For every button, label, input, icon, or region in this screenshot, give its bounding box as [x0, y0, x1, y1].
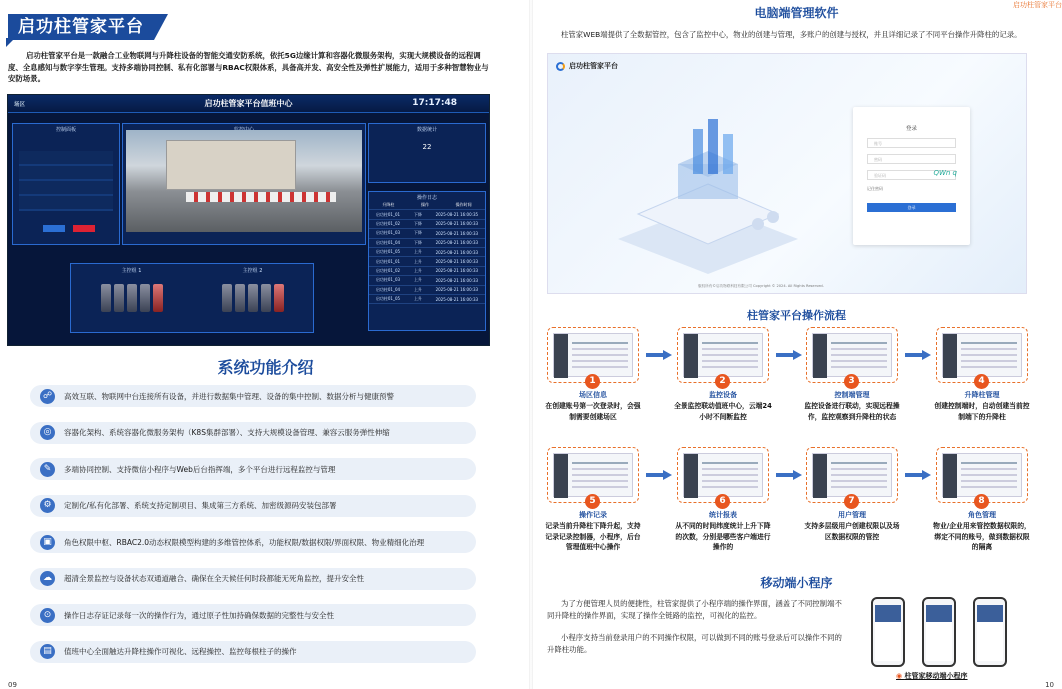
log-cell: 下降	[413, 239, 422, 245]
feature-icon: ▣	[40, 535, 55, 550]
feature-item	[30, 604, 476, 626]
pole-rows	[71, 284, 313, 316]
log-cell: 启功柱01_01	[375, 211, 401, 217]
pole-group-1	[99, 284, 164, 316]
log-row	[369, 295, 485, 304]
pole[interactable]	[127, 284, 137, 312]
feature-item	[30, 422, 476, 444]
intro-paragraph: 启功柱管家平台是一款融合工业物联网与升降柱设备的智能交通安防系统，依托5G边缘计算和容器化微服务架构，实现大规模设备的远程调度、全息感知与数字孪生管理。支持多端协同控制、私有化部署与RBAC权限体系，具备高并发、高安全性及弹性扩展能力，适用于多种智慧物业与安防场景。	[8, 51, 489, 83]
log-cell: 启功柱01_05	[375, 296, 401, 302]
log-cell: 上升	[413, 296, 422, 302]
right-page	[531, 0, 1062, 689]
captcha-field[interactable]	[867, 170, 956, 180]
mobile-caption	[896, 671, 968, 681]
log-cell: 启功柱01_03	[375, 277, 401, 283]
phone-mockup	[922, 597, 956, 667]
feature-icon: ⚙	[40, 498, 55, 513]
step-description: 监控设备进行联动，实现远程操作，监控观察到升降柱的状态	[804, 402, 900, 421]
log-cell: 2025-08-21 16:00:33	[435, 240, 479, 246]
feature-icon: ▤	[40, 644, 55, 659]
log-cell: 启功柱01_05	[375, 249, 401, 255]
flow-title: 柱管家平台操作流程	[747, 309, 846, 322]
log-cell: 2025-08-21 16:00:33	[435, 296, 479, 302]
captcha-image[interactable]: QWn q	[933, 169, 957, 177]
pole-group-labels	[71, 264, 313, 274]
feature-icon: ◎	[40, 425, 55, 440]
log-cell: 2025-08-21 16:00:35	[435, 212, 479, 218]
captcha-label: 验证码	[874, 173, 886, 178]
feature-item	[30, 458, 476, 480]
login-footer: 版权所有©启功物联科技有限公司 Copyright © 2024. All Rights Reserved.	[698, 284, 824, 288]
login-card	[853, 107, 970, 245]
feature-icon: ✎	[40, 462, 55, 477]
log-panel-header: 操作日志	[416, 195, 437, 201]
mobile-caption-text: 柱管家移动端小程序	[904, 672, 968, 680]
isometric-illustration	[608, 109, 808, 279]
log-cell: 上升	[413, 258, 422, 264]
login-brand	[556, 61, 618, 71]
log-col: 操作时间	[455, 202, 472, 208]
feature-item	[30, 531, 476, 553]
log-cell: 启功柱01_02	[375, 220, 401, 226]
log-cell: 上升	[413, 286, 422, 292]
pole-group-2	[220, 284, 285, 316]
pole[interactable]	[140, 284, 150, 312]
stats-total: 22	[422, 143, 432, 151]
login-brand-text: 启功柱管家平台	[569, 62, 618, 70]
log-col: 操作	[420, 202, 429, 208]
step-number: 4	[974, 374, 989, 389]
remember-checkbox[interactable]: 记住密码	[867, 186, 883, 191]
feature-text: 高效互联、物联网中台连接所有设备，并进行数据集中管理、设备的集中控制、数据分析与健康预警	[64, 391, 394, 401]
pc-intro: 柱管家WEB端提供了全数据管控，包含了监控中心，物业的创建与管理，多账户的创建与授权，并且详细记录了不同平台操作升降柱的记录。	[561, 30, 1022, 39]
step-name: 场区信息	[579, 391, 607, 399]
log-cell: 启功柱01_04	[375, 239, 401, 245]
dashboard-title: 启功柱管家平台值班中心	[204, 99, 293, 108]
step-description: 物业/企业用来管控数据权限的，绑定不同的账号，做到数据权限的隔离	[933, 522, 1031, 551]
feature-text: 值班中心全面触达升降柱操作可视化、远程操控、监控每根柱子的操作	[64, 647, 297, 656]
log-cell: 启功柱01_01	[375, 258, 401, 264]
login-button[interactable]: 登录	[867, 203, 956, 212]
brand-logo-icon	[556, 62, 565, 71]
control-panel-header: 控制面板	[55, 127, 76, 133]
arrow-right-icon	[646, 350, 672, 360]
log-header-row	[369, 201, 485, 210]
camera-feed	[126, 130, 362, 232]
log-cell: 下降	[413, 230, 422, 236]
pole[interactable]	[274, 284, 284, 312]
stats-panel	[368, 123, 486, 183]
section-title: 系统功能介绍	[217, 358, 314, 377]
step-name: 用户管理	[838, 511, 866, 519]
group-1-label: 主控组 1	[121, 268, 142, 274]
log-cell: 2025-08-21 16:00:33	[435, 287, 479, 293]
pole[interactable]	[235, 284, 245, 312]
bollard-image	[186, 192, 336, 202]
step-description: 在创建账号第一次登录时，会强制需要创建场区	[545, 402, 641, 421]
control-list	[19, 151, 113, 211]
log-cell: 上升	[413, 277, 422, 283]
log-row	[369, 257, 485, 266]
step-description: 支持多层级用户创建权限以及场区数据权限的管控	[804, 522, 900, 541]
account-field[interactable]: 账号	[867, 138, 956, 148]
feature-icon: ⊙	[40, 608, 55, 623]
dashboard-screenshot	[7, 94, 490, 346]
log-cell: 2025-08-21 16:00:33	[435, 249, 479, 255]
page-number-right: 10	[1045, 681, 1054, 689]
pole[interactable]	[101, 284, 111, 312]
log-cell: 启功柱01_04	[375, 286, 401, 292]
control-panel	[12, 123, 120, 245]
pole[interactable]	[222, 284, 232, 312]
stats-panel-header: 数据统计	[416, 127, 437, 133]
corner-text: 启功柱管家平台	[1013, 1, 1062, 9]
arrow-right-icon	[776, 350, 802, 360]
step-number: 5	[585, 494, 600, 509]
log-cell: 上升	[413, 267, 422, 273]
feature-text: 多端协同控制、支持微信小程序与Web后台指挥端，多个平台进行远程监控与管理	[64, 464, 336, 474]
step-number: 8	[974, 494, 989, 509]
log-panel	[368, 191, 486, 331]
bullet-icon: ◉	[896, 672, 905, 680]
log-row	[369, 220, 485, 229]
log-row	[369, 286, 485, 295]
log-cell: 上升	[413, 249, 422, 255]
step-description: 从不同的时间纬度统计上升下降的次数，分别是哪些客户端进行操作的	[675, 522, 771, 551]
pole[interactable]	[261, 284, 271, 312]
feature-item	[30, 641, 476, 663]
log-cell: 下降	[413, 220, 422, 226]
feature-text: 定制化/私有化部署、系统支持定制项目、集成第三方系统、加密级源码安装包部署	[64, 501, 337, 510]
feature-item	[30, 495, 476, 517]
phone-mockup	[871, 597, 905, 667]
mobile-paragraph-1: 为了方便管理人员的便捷性，柱管家提供了小程序端的操作界面，涵盖了不同控制端不同升降柱的操作界面，实现了操作全链路的监控，可视化的监控。	[547, 599, 842, 620]
log-cell: 2025-08-21 16:00:33	[435, 259, 479, 265]
log-cell: 2025-08-21 16:00:33	[435, 221, 479, 227]
step-name: 升降柱管理	[964, 391, 1000, 399]
log-cell: 启功柱01_02	[375, 267, 401, 273]
step-number: 7	[844, 494, 859, 509]
step-name: 监控设备	[709, 391, 737, 399]
step-number: 2	[715, 374, 730, 389]
page-title: 启功柱管家平台	[8, 14, 154, 40]
log-cell: 下降	[413, 211, 422, 217]
building-image	[166, 140, 296, 190]
step-description: 记录当前升降柱下降升起，支持记录记录控制器，小程序，后台管理值班中心操作	[545, 522, 641, 551]
log-cell: 2025-08-21 16:00:33	[435, 268, 479, 274]
log-row	[369, 276, 485, 285]
step-number: 1	[585, 374, 600, 389]
pole-groups-panel	[70, 263, 314, 333]
group-2-label: 主控组 2	[242, 268, 263, 274]
lower-button[interactable]	[73, 225, 95, 232]
step-name: 操作记录	[579, 511, 607, 519]
dashboard-clock: 17:17:48	[412, 98, 457, 108]
raise-button[interactable]	[43, 225, 65, 232]
log-cell: 2025-08-21 16:00:33	[435, 277, 479, 283]
mobile-title: 移动端小程序	[760, 576, 833, 590]
step-description: 全景监控联动值班中心，云端24小时不间断监控	[674, 402, 772, 421]
step-number: 3	[844, 374, 859, 389]
log-cell: 启功柱01_03	[375, 230, 401, 236]
log-row	[369, 239, 485, 248]
step-name: 角色管理	[968, 511, 996, 519]
arrow-right-icon	[905, 350, 931, 360]
step-name: 控制端管理	[834, 391, 870, 399]
pc-title: 电脑端管理软件	[754, 6, 839, 20]
password-field[interactable]: 密码	[867, 154, 956, 164]
feature-text: 容器化架构、系统容器化微服务架构（K8S集群部署）、支持大规模设备管理、兼容云服务弹性伸缩	[64, 428, 390, 437]
feature-text: 操作日志存证记录每一次的操作行为，通过原子性加持确保数据的完整性与安全性	[64, 610, 334, 620]
mobile-paragraph-2: 小程序支持当前登录用户的不同操作权限，可以做到不同的账号登录后可以操作不同的升降柱功能。	[547, 633, 842, 654]
feature-text: 超清全景监控与设备状态双通道融合、确保在全天候任何时段都能无死角监控，提升安全性	[64, 574, 364, 583]
pole[interactable]	[153, 284, 163, 312]
feature-item	[30, 568, 476, 590]
pole[interactable]	[114, 284, 124, 312]
page-number-left: 09	[8, 681, 17, 689]
feature-text: 角色权限中枢、RBAC2.0动态权限模型构建的多维管控体系，功能权限/数据权限/界面权限、物业精细化治理	[64, 537, 425, 547]
arrow-right-icon	[646, 470, 672, 480]
control-buttons	[43, 225, 119, 232]
log-row	[369, 248, 485, 257]
step-name: 统计报表	[709, 511, 737, 519]
log-row	[369, 229, 485, 238]
step-number: 6	[715, 494, 730, 509]
feature-icon: ☍	[40, 389, 55, 404]
login-title: 登录	[905, 126, 917, 132]
dashboard-tag: 场区	[14, 102, 26, 108]
arrow-right-icon	[776, 470, 802, 480]
log-col: 升降柱	[382, 202, 395, 208]
login-screenshot	[547, 53, 1027, 294]
pole[interactable]	[248, 284, 258, 312]
phone-mockup	[973, 597, 1007, 667]
dashboard-topbar	[8, 95, 489, 113]
log-cell: 2025-08-21 16:00:33	[435, 230, 479, 236]
feature-item	[30, 385, 476, 407]
log-rows	[369, 210, 485, 304]
feature-icon: ☁	[40, 571, 55, 586]
log-row	[369, 267, 485, 276]
step-description: 创建控制端时，自动创建当前控制端下的升降柱	[934, 402, 1030, 421]
arrow-right-icon	[905, 470, 931, 480]
log-row	[369, 210, 485, 219]
